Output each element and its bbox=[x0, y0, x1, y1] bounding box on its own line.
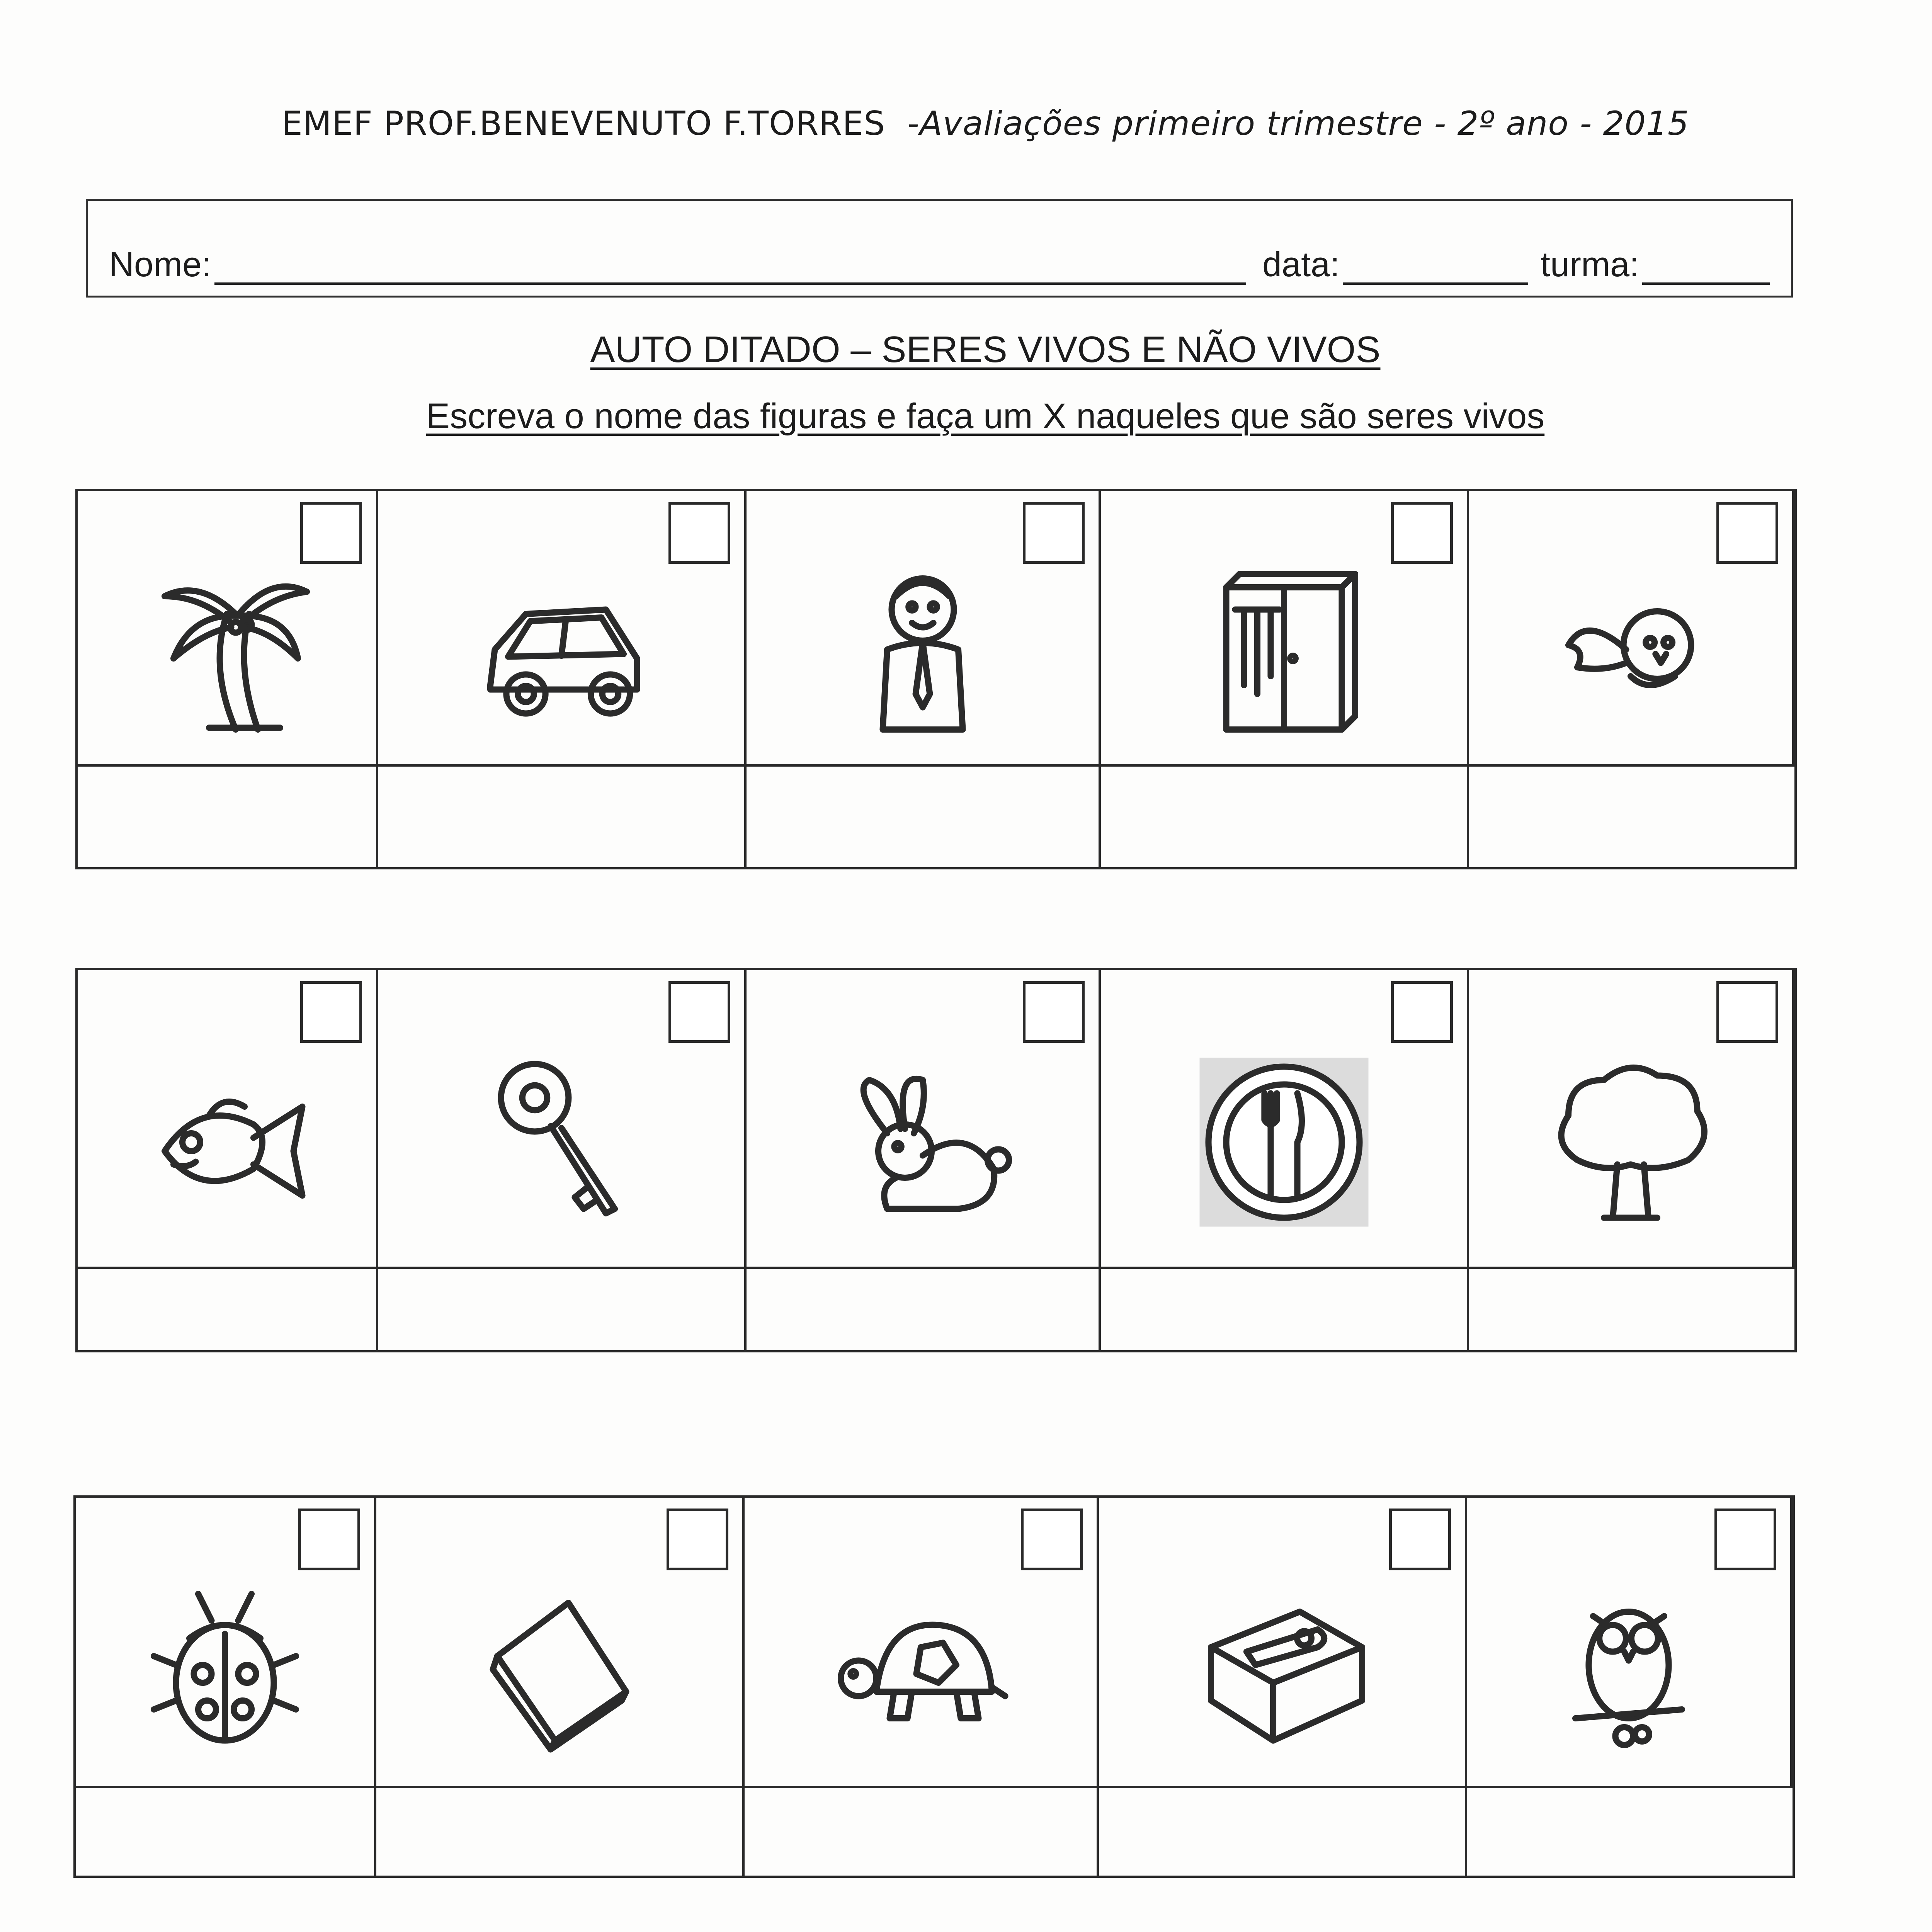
living-being-checkbox[interactable] bbox=[1391, 981, 1453, 1043]
class-input[interactable] bbox=[1642, 252, 1770, 285]
instruction-text: Escreva o nome das figuras e faça um X naqueles que são seres vivos bbox=[426, 396, 1545, 436]
fish-icon bbox=[126, 1053, 327, 1231]
living-being-checkbox[interactable] bbox=[668, 981, 730, 1043]
living-being-checkbox[interactable] bbox=[298, 1509, 360, 1570]
picture-cell bbox=[78, 491, 378, 767]
ladybug-icon bbox=[124, 1576, 325, 1754]
living-being-checkbox[interactable] bbox=[1716, 981, 1778, 1043]
answer-cell[interactable] bbox=[1099, 1788, 1467, 1876]
living-being-checkbox[interactable] bbox=[1716, 502, 1778, 564]
answer-cell[interactable] bbox=[1467, 1788, 1793, 1876]
class-field bbox=[1541, 245, 1770, 285]
pencil-sharpener-icon bbox=[1182, 1576, 1383, 1754]
picture-cell bbox=[76, 1498, 376, 1788]
answer-cell[interactable] bbox=[1101, 767, 1469, 867]
answer-cell[interactable] bbox=[376, 1788, 745, 1876]
tree-icon bbox=[1530, 1053, 1731, 1231]
picture-cell bbox=[376, 1498, 745, 1788]
living-being-checkbox[interactable] bbox=[300, 502, 362, 564]
picture-cell bbox=[747, 491, 1101, 767]
date-label: data: bbox=[1262, 245, 1340, 284]
date-input[interactable] bbox=[1343, 252, 1528, 285]
worksheet-row-2 bbox=[75, 968, 1797, 1352]
picture-cell bbox=[1101, 970, 1469, 1269]
bird-icon bbox=[1530, 561, 1731, 738]
car-icon bbox=[461, 561, 662, 738]
living-being-checkbox[interactable] bbox=[1023, 981, 1085, 1043]
key-icon bbox=[461, 1053, 662, 1231]
living-being-checkbox[interactable] bbox=[300, 981, 362, 1043]
living-being-checkbox[interactable] bbox=[1021, 1509, 1083, 1570]
answer-cell[interactable] bbox=[747, 767, 1101, 867]
date-field bbox=[1262, 245, 1528, 285]
living-being-checkbox[interactable] bbox=[1389, 1509, 1451, 1570]
plate-cutlery-icon bbox=[1184, 1053, 1384, 1231]
palm-tree-icon bbox=[126, 561, 327, 738]
rabbit-icon bbox=[822, 1053, 1023, 1231]
class-label: turma: bbox=[1541, 245, 1639, 284]
name-field bbox=[109, 245, 1246, 285]
picture-cell bbox=[745, 1498, 1099, 1788]
answer-cell[interactable] bbox=[745, 1788, 1099, 1876]
living-being-checkbox[interactable] bbox=[1714, 1509, 1776, 1570]
picture-cell bbox=[378, 491, 747, 767]
answer-cell[interactable] bbox=[1469, 767, 1794, 867]
answer-cell[interactable] bbox=[78, 1269, 378, 1350]
picture-cell bbox=[1099, 1498, 1467, 1788]
picture-cell bbox=[1101, 491, 1469, 767]
picture-cell bbox=[747, 970, 1101, 1269]
worksheet-row-3 bbox=[73, 1495, 1795, 1878]
answer-cell[interactable] bbox=[76, 1788, 376, 1876]
answer-cell[interactable] bbox=[1469, 1269, 1794, 1350]
student-info-box bbox=[86, 199, 1793, 298]
page-title: AUTO DITADO – SERES VIVOS E NÃO VIVOS bbox=[590, 329, 1381, 370]
turtle-icon bbox=[820, 1576, 1021, 1754]
picture-cell bbox=[78, 970, 378, 1269]
picture-cell bbox=[1469, 970, 1794, 1269]
man-icon bbox=[822, 561, 1023, 738]
assessment-subtitle: -Avaliações primeiro trimestre - 2º ano - 2015 bbox=[907, 104, 1689, 143]
living-being-checkbox[interactable] bbox=[1023, 502, 1085, 564]
name-label: Nome: bbox=[109, 245, 212, 284]
worksheet-row-1 bbox=[75, 489, 1797, 869]
picture-cell bbox=[1467, 1498, 1793, 1788]
book-icon bbox=[459, 1576, 660, 1754]
picture-cell bbox=[1469, 491, 1794, 767]
answer-cell[interactable] bbox=[78, 767, 378, 867]
answer-cell[interactable] bbox=[378, 1269, 747, 1350]
answer-cell[interactable] bbox=[1101, 1269, 1469, 1350]
picture-cell bbox=[378, 970, 747, 1269]
answer-cell[interactable] bbox=[747, 1269, 1101, 1350]
living-being-checkbox[interactable] bbox=[1391, 502, 1453, 564]
living-being-checkbox[interactable] bbox=[667, 1509, 728, 1570]
owl-icon bbox=[1528, 1576, 1729, 1754]
wardrobe-icon bbox=[1184, 561, 1384, 738]
school-header bbox=[0, 104, 1932, 143]
answer-cell[interactable] bbox=[378, 767, 747, 867]
school-name: EMEF PROF.BENEVENUTO F.TORRES bbox=[281, 104, 886, 143]
name-input[interactable] bbox=[214, 252, 1246, 285]
living-being-checkbox[interactable] bbox=[668, 502, 730, 564]
